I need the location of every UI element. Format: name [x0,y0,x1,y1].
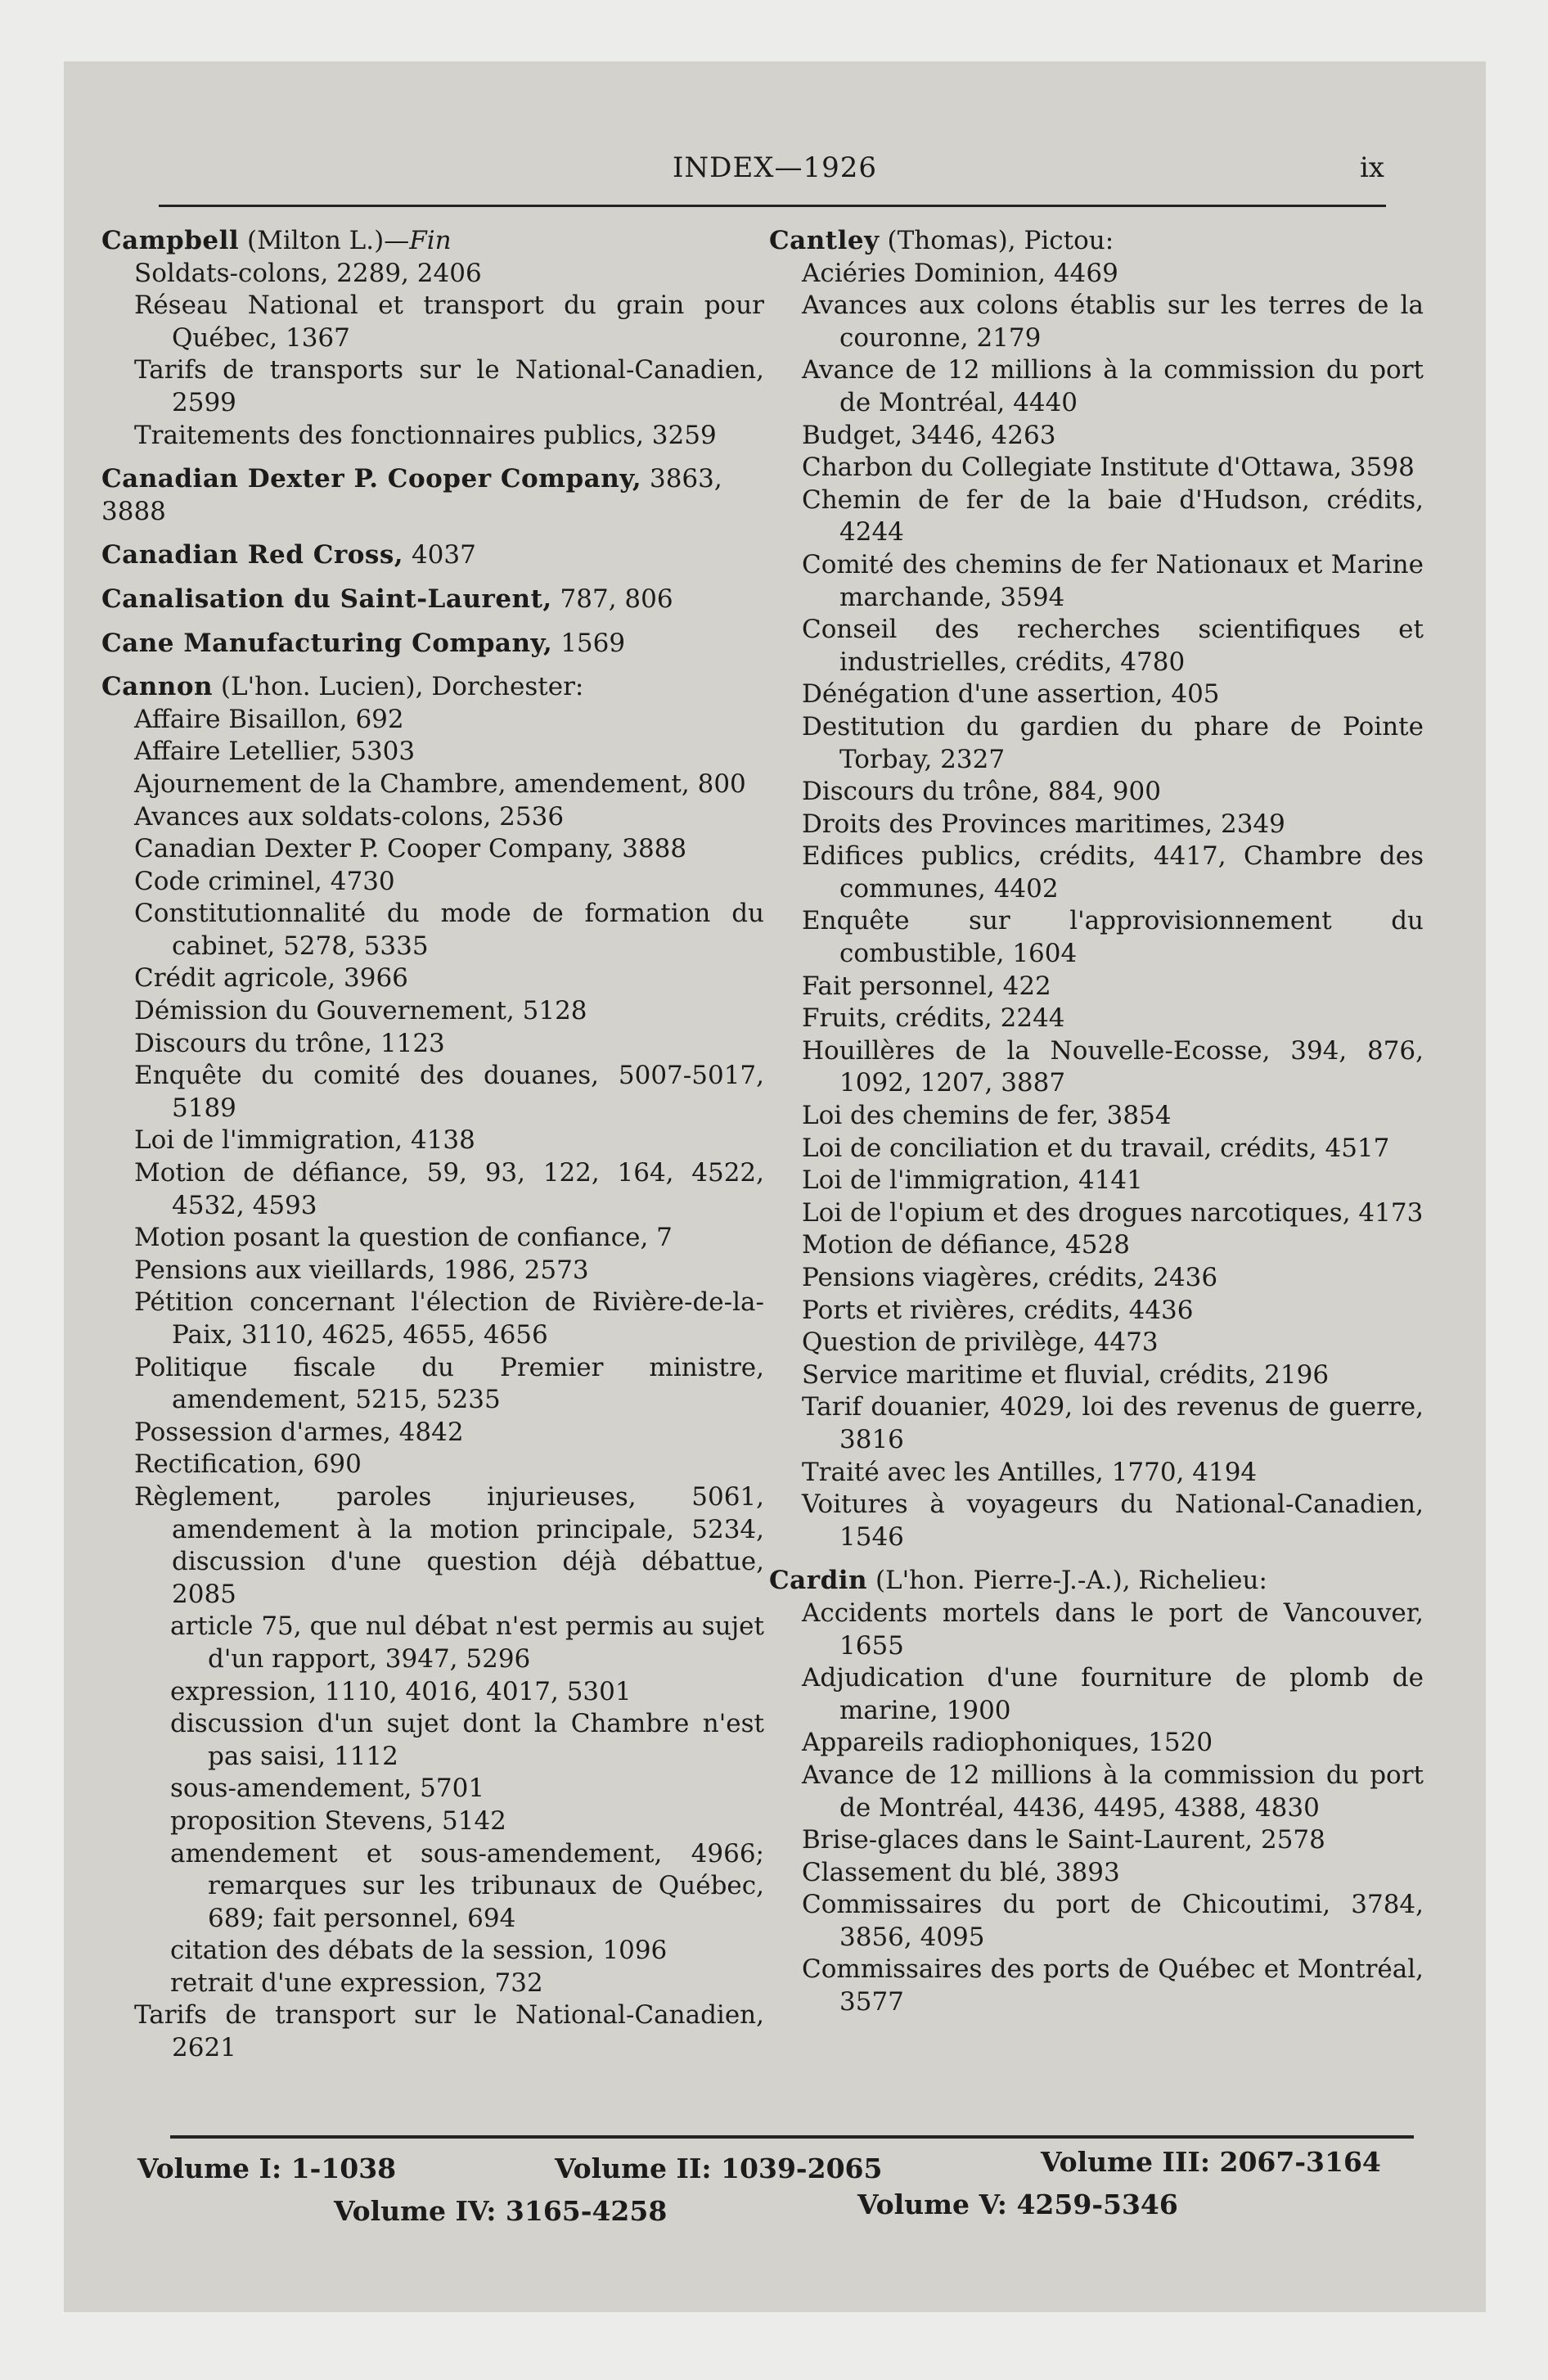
index-subentry: Houillères de la Nouvelle-Ecosse, 394, 876, 1092, 1207, 3887 [802,1035,1424,1098]
index-subentry: Ports et rivières, crédits, 4436 [802,1295,1194,1325]
index-subentry: Brise-glaces dans le Saint-Laurent, 2578 [802,1825,1325,1855]
entry-name: Cannon [101,672,214,702]
entry-detail: 4037 [403,540,476,570]
index-subentry: Comité des chemins de fer Nationaux et Marine marchande, 3594 [802,549,1424,612]
index-subentry: Fait personnel, 422 [802,971,1051,1001]
index-subentry: Voitures à voyageurs du National-Canadien, 1546 [802,1490,1424,1552]
index-subentry: Discours du trône, 1123 [134,1028,445,1058]
volume-4-range: Volume IV: 3165-4258 [334,2195,668,2227]
index-subentry: Rectification, 690 [134,1449,362,1480]
entry-name: Canalisation du Saint-Laurent, [101,584,552,614]
index-subentry-nested: sous-amendement, 5701 [170,1774,485,1804]
index-entry [769,1565,1424,2018]
index-subentry: Aciéries Dominion, 4469 [802,258,1118,288]
entry-detail: (L'hon. Lucien), Dorchester: [213,672,584,702]
index-subentry: Fruits, crédits, 2244 [802,1003,1065,1034]
entry-name: Canadian Red Cross, [101,540,404,570]
index-subentry: Avances aux colons établis sur les terres de la couronne, 2179 [802,291,1424,353]
index-subentry: Commissaires des ports de Québec et Montréal, 3577 [802,1954,1424,2017]
index-subentry: Motion de défiance, 4528 [802,1230,1130,1260]
index-entry [101,463,764,528]
entry-heading [769,1565,1424,1598]
index-subentry-nested: retrait d'une expression, 732 [170,1968,543,1998]
entry-name: Cardin [769,1566,868,1596]
index-subentry: Loi de conciliation et du travail, crédits, 4517 [802,1133,1390,1163]
index-subentry: Pétition concernant l'élection de Rivière-de-la-Paix, 3110, 4625, 4655, 4656 [134,1287,764,1350]
entry-detail: (L'hon. Pierre-J.-A.), Richelieu: [867,1566,1267,1596]
volume-5-range: Volume V: 4259-5346 [857,2188,1178,2220]
index-subentry: Edifices publics, crédits, 4417, Chambre des communes, 4402 [802,841,1424,904]
index-subentry: Chemin de fer de la baie d'Hudson, crédits, 4244 [802,485,1424,548]
index-subentry: Discours du trône, 884, 900 [802,777,1161,807]
index-subentry: Conseil des recherches scientifiques et industrielles, crédits, 4780 [802,615,1424,677]
index-subentry: Pensions viagères, crédits, 2436 [802,1263,1218,1292]
index-entry [101,225,764,452]
index-subentry: Enquête du comité des douanes, 5007-5017, 5189 [134,1061,764,1123]
index-entry [101,584,764,616]
index-subentry: Classement du blé, 3893 [802,1857,1120,1887]
index-subentry: Tarifs de transports sur le National-Canadien, 2599 [134,355,764,417]
index-subentry: Service maritime et fluvial, crédits, 2196 [802,1359,1330,1390]
index-subentry: Adjudication d'une fourniture de plomb de marine, 1900 [802,1663,1424,1725]
index-subentry: Avance de 12 millions à la commission du port de Montréal, 4436, 4495, 4388, 4830 [802,1760,1424,1823]
entry-heading [101,463,764,528]
index-subentry: Tarif douanier, 4029, loi des revenus de guerre, 3816 [802,1392,1424,1454]
index-subentry: Loi des chemins de fer, 3854 [802,1101,1172,1131]
index-entry [101,539,764,572]
index-subentry: Budget, 3446, 4263 [802,420,1056,450]
entry-heading [101,671,764,704]
index-entry [101,671,764,2065]
index-subentry-nested: citation des débats de la session, 1096 [170,1936,668,1966]
index-subentry: Enquête sur l'approvisionnement du combustible, 1604 [802,906,1424,969]
index-subentry: Avances aux soldats-colons, 2536 [134,801,565,832]
index-entry [101,628,764,660]
page-title: INDEX—1926 [673,151,877,184]
index-subentry: Destitution du gardien du phare de Pointe Torbay, 2327 [802,711,1424,774]
index-subentry: Avance de 12 millions à la commission du port de Montréal, 4440 [802,355,1424,417]
index-subentry: Appareils radiophoniques, 1520 [802,1728,1213,1758]
index-subentry: Règlement, paroles injurieuses, 5061, amendement à la motion principale, 5234, discussion d'une question déjà débattue, 2085 [134,1481,764,1609]
index-subentry: Motion posant la question de confiance, 7 [134,1223,673,1253]
index-subentry: Dénégation d'une assertion, 405 [802,679,1220,710]
index-subentry: Commissaires du port de Chicoutimi, 3784, 3856, 4095 [802,1890,1424,1952]
index-subentry: Possession d'armes, 4842 [134,1417,464,1447]
entry-name: Campbell [101,226,240,255]
left-column [101,225,764,2065]
page-number: ix [1359,151,1384,184]
index-subentry: Soldats-colons, 2289, 2406 [134,258,482,288]
index-subentry: Droits des Provinces maritimes, 2349 [802,809,1285,839]
index-subentry: Politique fiscale du Premier ministre, amendement, 5215, 5235 [134,1352,764,1415]
footer-rule [170,2135,1414,2139]
index-entry [769,225,1424,1553]
index-subentry-nested: proposition Stevens, 5142 [170,1805,506,1836]
index-subentry: Loi de l'immigration, 4141 [802,1165,1143,1196]
entry-detail: 1569 [552,628,626,658]
index-subentry: Charbon du Collegiate Institute d'Ottawa, 3598 [802,453,1415,483]
index-subentry: Affaire Letellier, 5303 [134,737,416,767]
entry-heading [101,225,764,258]
index-subentry: Tarifs de transport sur le National-Canadien, 2621 [134,2000,764,2063]
index-subentry: Loi de l'immigration, 4138 [134,1125,475,1156]
index-subentry: Affaire Bisaillon, 692 [134,704,404,734]
entry-detail: 3863, 3888 [101,464,722,526]
entry-detail: (Milton L.)— [239,226,410,255]
index-subentry: Crédit agricole, 3966 [134,963,408,994]
entry-detail: (Thomas), Pictou: [879,226,1114,255]
index-subentry: Accidents mortels dans le port de Vancouver, 1655 [802,1598,1424,1661]
volume-2-range: Volume II: 1039-2065 [555,2152,883,2184]
index-subentry: Ajournement de la Chambre, amendement, 800 [134,769,746,799]
index-subentry-nested: discussion d'un sujet dont la Chambre n'est pas saisi, 1112 [170,1709,764,1771]
index-subentry: Traitements des fonctionnaires publics, 3259 [134,420,717,450]
page-header [64,151,1486,192]
index-subentry: Réseau National et transport du grain pour Québec, 1367 [134,291,764,353]
entry-name: Cantley [769,226,880,255]
entry-heading [769,225,1424,258]
entry-continuation: Fin [409,226,452,255]
index-subentry: Démission du Gouvernement, 5128 [134,996,587,1026]
entry-heading [101,539,764,572]
entry-heading [101,628,764,660]
entry-name: Canadian Dexter P. Cooper Company, [101,464,642,494]
entry-name: Cane Manufacturing Company, [101,628,553,658]
index-subentry: Pensions aux vieillards, 1986, 2573 [134,1255,589,1285]
index-subentry: Constitutionnalité du mode de formation du cabinet, 5278, 5335 [134,899,764,961]
entry-detail: 787, 806 [551,584,673,614]
index-subentry: Code criminel, 4730 [134,866,395,896]
index-subentry-nested: expression, 1110, 4016, 4017, 5301 [170,1676,632,1706]
entry-heading [101,584,764,616]
header-rule [159,205,1386,207]
index-subentry: Question de privilège, 4473 [802,1327,1159,1358]
index-subentry: Motion de défiance, 59, 93, 122, 164, 4522, 4532, 4593 [134,1158,764,1220]
index-page [64,61,1486,2312]
right-column [769,225,1424,2019]
volume-1-range: Volume I: 1-1038 [137,2152,397,2184]
index-subentry: Canadian Dexter P. Cooper Company, 3888 [134,834,687,864]
index-subentry: Loi de l'opium et des drogues narcotiques, 4173 [802,1197,1424,1228]
index-subentry-nested: article 75, que nul débat n'est permis au sujet d'un rapport, 3947, 5296 [170,1611,764,1674]
index-subentry: Traité avec les Antilles, 1770, 4194 [802,1457,1258,1487]
index-subentry-nested: amendement et sous-amendement, 4966; remarques sur les tribunaux de Québec, 689; fait personnel, 694 [170,1838,764,1933]
volume-3-range: Volume III: 2067-3164 [1041,2146,1381,2178]
